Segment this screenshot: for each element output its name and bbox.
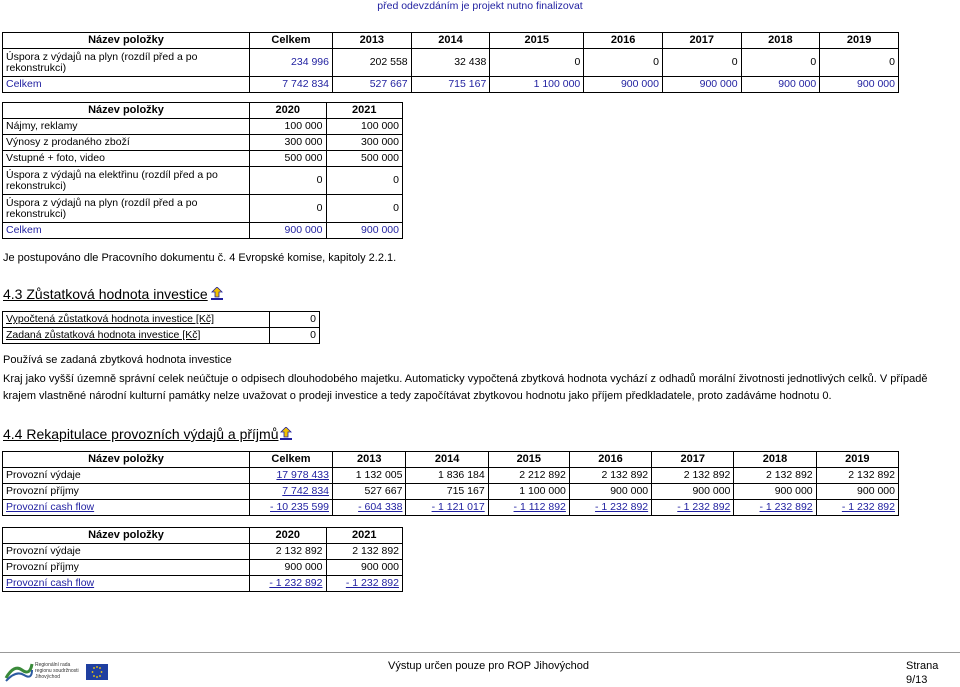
region-logo: Regionální rada regionu soudržnosti Jihovýchod xyxy=(4,660,80,684)
residual-value-used: Používá se zadaná zbytková hodnota investice xyxy=(3,354,232,366)
table-row: Provozní výdaje 2 132 892 2 132 892 xyxy=(3,544,403,560)
table-row: Vypočtená zůstatková hodnota investice [Kč] 0 xyxy=(3,312,320,328)
col-header: Celkem xyxy=(250,452,333,468)
col-header: Celkem xyxy=(250,33,333,49)
table-row: Zadaná zůstatková hodnota investice [Kč] 0 xyxy=(3,328,320,344)
col-header: 2021 xyxy=(326,528,403,544)
table-row: Provozní příjmy 900 000 900 000 xyxy=(3,560,403,576)
col-header: Název položky xyxy=(3,452,250,468)
table-row: Provozní výdaje 17 978 433 1 132 005 1 836 184 2 212 892 2 132 892 2 132 892 2 132 892 2 132 892 xyxy=(3,468,899,484)
draft-notice: před odevzdáním je projekt nutno finalizovat xyxy=(377,0,583,12)
col-header: Název položky xyxy=(3,528,250,544)
table-row: Vstupné + foto, video 500 000 500 000 xyxy=(3,151,403,167)
col-header: 2016 xyxy=(569,452,651,468)
table-row: Provozní cash flow - 1 232 892 - 1 232 892 xyxy=(3,576,403,592)
table-row: Výnosy z prodaného zboží 300 000 300 000 xyxy=(3,135,403,151)
col-header: 2018 xyxy=(734,452,816,468)
col-header: Název položky xyxy=(3,103,250,119)
col-header: 2015 xyxy=(488,452,569,468)
table-row: Úspora z výdajů na elektřinu (rozdíl před a po rekonstrukci) 0 0 xyxy=(3,167,403,195)
residual-value-explanation-1: Kraj jako vyšší územně správní celek neúčtuje o odpisech dlouhodobého majetku. Automaticky vypočtená zbytková hodnota vychází z odhadů morální životnosti jednotlivých celků. V případě xyxy=(3,373,928,385)
section-title-4-4: 4.4 Rekapitulace provozních výdajů a příjmů xyxy=(3,426,279,442)
footer-center-text: Výstup určen pouze pro ROP Jihovýchod xyxy=(388,660,589,672)
col-header: 2014 xyxy=(406,452,488,468)
table-row: Provozní příjmy 7 742 834 527 667 715 167 1 100 000 900 000 900 000 900 000 900 000 xyxy=(3,484,899,500)
table-yearly-income-2 xyxy=(2,102,403,239)
col-header: 2013 xyxy=(333,452,406,468)
col-header: 2014 xyxy=(411,33,490,49)
col-header: 2013 xyxy=(333,33,412,49)
eu-flag-icon xyxy=(86,664,108,680)
col-header: 2021 xyxy=(326,103,403,119)
col-header: 2015 xyxy=(490,33,584,49)
col-header: 2020 xyxy=(250,528,327,544)
residual-value-table xyxy=(2,311,320,344)
col-header: 2019 xyxy=(820,33,899,49)
col-header: 2017 xyxy=(662,33,741,49)
table-row: Provozní cash flow - 10 235 599 - 604 338 - 1 121 017 - 1 112 892 - 1 232 892 - 1 232 892 - 1 232 892 - 1 232 892 xyxy=(3,500,899,516)
section-title-4-3: 4.3 Zůstatková hodnota investice xyxy=(3,286,208,302)
col-header: 2018 xyxy=(741,33,820,49)
col-header: 2019 xyxy=(816,452,898,468)
operating-recap-table-2 xyxy=(2,527,403,592)
table-row: Celkem 7 742 834 527 667 715 167 1 100 000 900 000 900 000 900 000 900 000 xyxy=(3,77,899,93)
col-header: 2017 xyxy=(652,452,734,468)
methodology-note: Je postupováno dle Pracovního dokumentu č. 4 Evropské komise, kapitoly 2.2.1. xyxy=(3,252,397,264)
page-number: Strana 9/13 xyxy=(906,660,939,686)
col-header: 2016 xyxy=(584,33,663,49)
col-header: Název položky xyxy=(3,33,250,49)
residual-value-explanation-2: krajem vlastněné národní kulturní památky nelze uvažovat o prodeji investice a tedy započítávat zbytkovou hodnotu jako příjem předkladatele, proto zadáváme hodnotu 0. xyxy=(3,390,832,402)
footer-divider xyxy=(0,652,960,653)
col-header: 2020 xyxy=(250,103,327,119)
table-row: Úspora z výdajů na plyn (rozdíl před a po rekonstrukci) 0 0 xyxy=(3,195,403,223)
up-arrow-icon[interactable] xyxy=(211,287,223,300)
up-arrow-icon[interactable] xyxy=(280,427,292,440)
table-row: Celkem 900 000 900 000 xyxy=(3,223,403,239)
table-row: Úspora z výdajů na plyn (rozdíl před a po rekonstrukci) 234 996 202 558 32 438 0 0 0 0 0 xyxy=(3,49,899,77)
operating-recap-table xyxy=(2,451,899,516)
table-row: Nájmy, reklamy 100 000 100 000 xyxy=(3,119,403,135)
table-yearly-income-1 xyxy=(2,32,899,93)
